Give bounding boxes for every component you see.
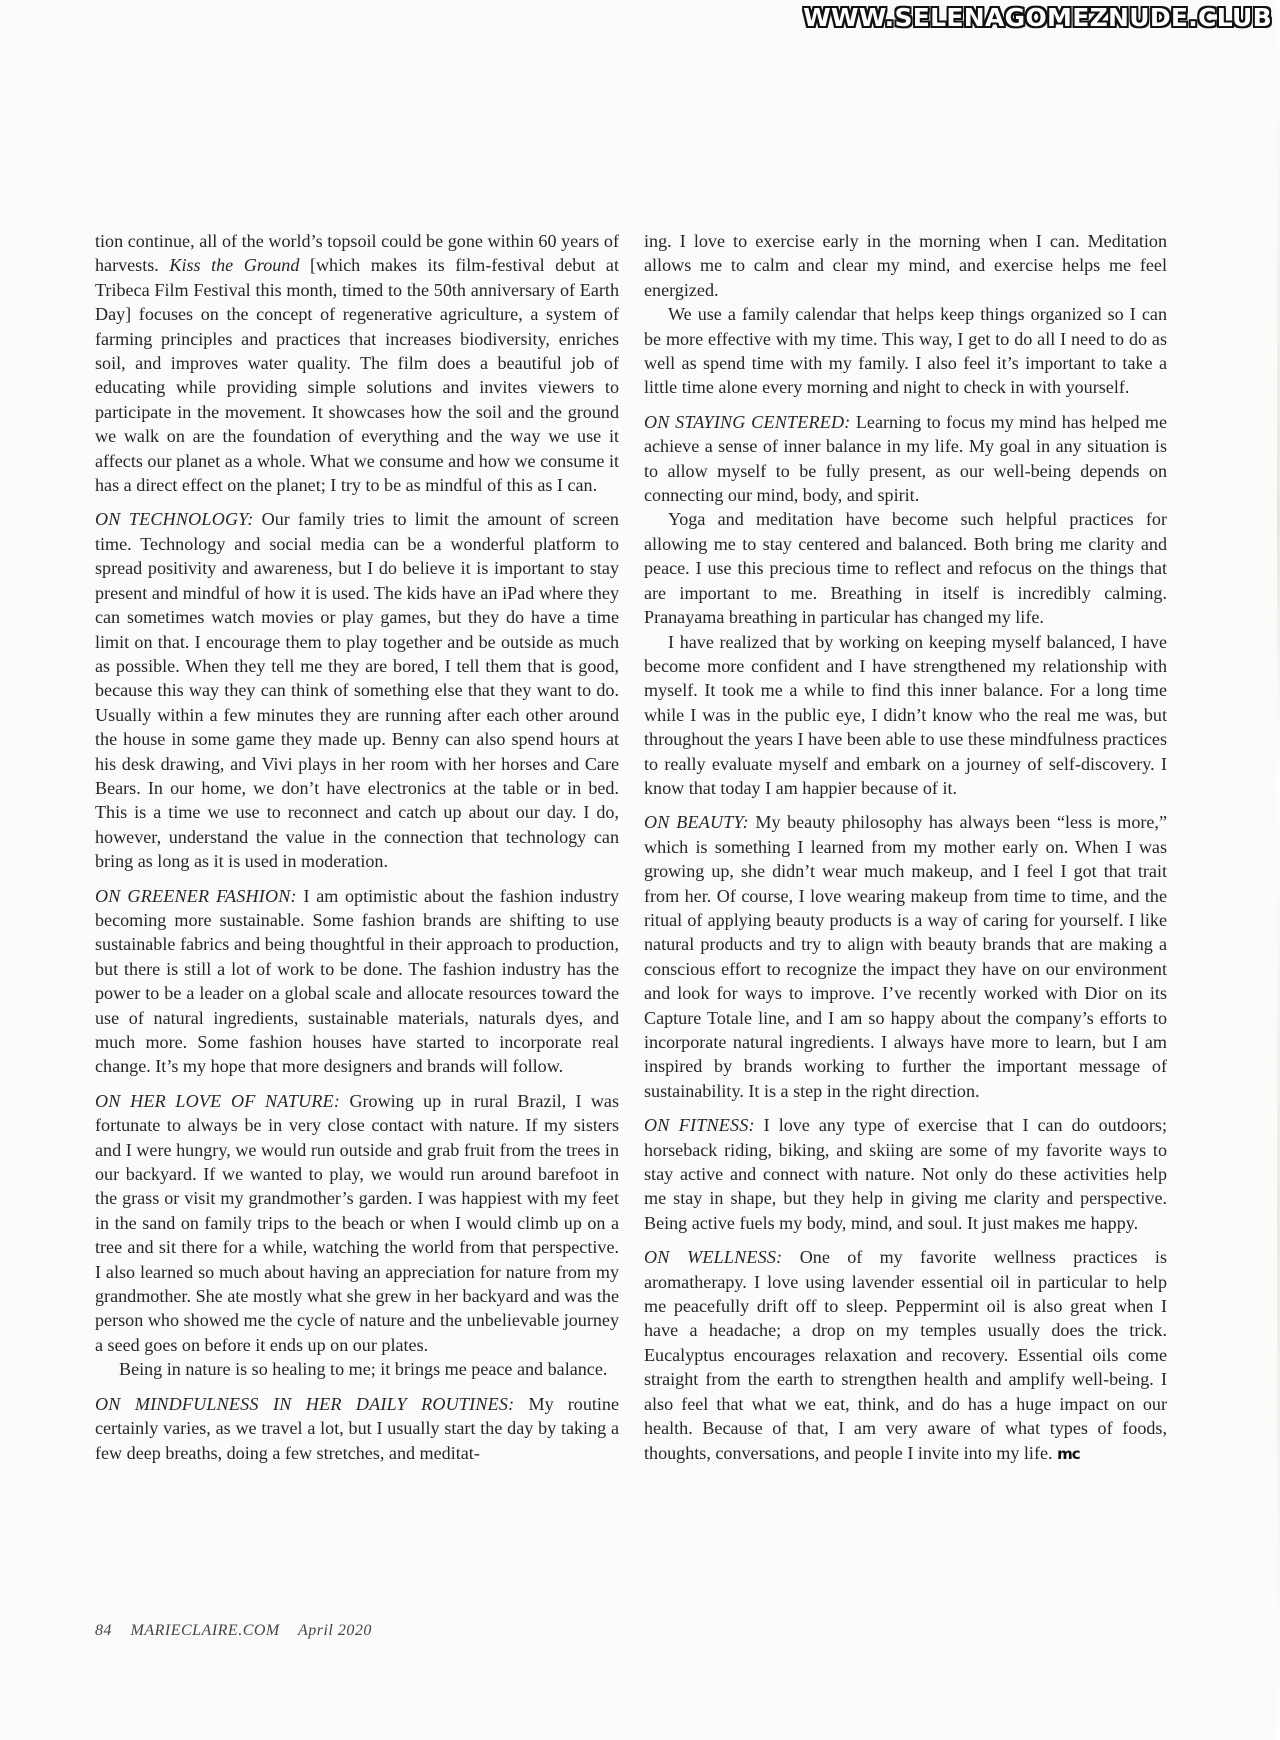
paragraph-balance: I have realized that by working on keeping myself balanced, I have become more confident and I have strengthened my relationship with myself. It took me a while to find this inner balance. For a long time while I was in the public eye, I didn’t know who the real me was, but throughout the years I have been able to use these mindfulness practices to really evaluate myself and embark on a journey of self-discovery. I know that today I am happier because of it.: [644, 631, 1167, 798]
section-kicker: ON BEAUTY:: [644, 812, 749, 833]
section-beauty: [644, 810, 1167, 1103]
section-mindfulness: [95, 1392, 619, 1465]
footer-site: MARIECLAIRE.COM: [130, 1622, 280, 1639]
paragraph-text: tion continue, all of the world’s topsoil could be gone within 60 years of harvests.: [95, 231, 619, 276]
paragraph-yoga: Yoga and meditation have become such helpful practices for allowing me to stay centered and balanced. Both bring me clarity and peace. I use this precious time to reflect and refocus on the things that are important to me. Breathing in itself is incredibly calming. Pranayama breathing in particular has changed my life.: [644, 509, 1167, 628]
section-wellness: [644, 1245, 1167, 1466]
section-kicker: ON FITNESS:: [644, 1115, 755, 1136]
section-love-of-nature: [95, 1089, 619, 1357]
section-text: Growing up in rural Brazil, I was fortunate to always be in very close contact with nature. If my sisters and I were hungry, we would run outside and grab fruit from the trees in our backyard. If we wanted to play, we would run around barefoot in the grass or visit my grandmother’s garden. I was happiest with my feet in the sand on family trips to the beach or when I would climb up on a tree and sit there for a while, watching the world from that perspective. I also learned so much about having an appreciation for nature from my grandmother. She ate mostly what she grew in her backyard and was the person who showed me the cycle of nature and the unbelievable journey a seed goes on before it ends up on our plates.: [95, 1090, 619, 1355]
mc-end-mark-icon: mc: [1057, 1444, 1080, 1463]
section-technology: [95, 507, 619, 873]
section-greener-fashion: [95, 884, 619, 1079]
section-text: My beauty philosophy has always been “less is more,” which is something I learned from my mother early on. When I was growing up, she didn’t wear much makeup, and I feel I got that trait from her. Of course, I love wearing makeup from time to time, and the ritual of applying beauty products is a way of caring for yourself. I like natural products and try to align with beauty brands that are making a conscious effort to recognize the impact they have on our environment and look for ways to improve. I’ve recently worked with Dior on its Capture Totale line, and I am so happy about the company’s efforts to incorporate natural ingredients. I always have more to learn, but I am inspired by brands working to further the important message of sustainability. It is a step in the right direction.: [644, 812, 1167, 1101]
paragraph-meditation: ing. I love to exercise early in the morning when I can. Meditation allows me to calm and clear my mind, and exercise helps me feel energized.: [644, 231, 1167, 300]
left-column: [95, 229, 619, 1475]
section-kicker: ON WELLNESS:: [644, 1247, 783, 1268]
section-kicker: ON STAYING CENTERED:: [644, 411, 851, 432]
paragraph-topsoil: [95, 229, 619, 497]
section-kicker: ON HER LOVE OF NATURE:: [95, 1090, 341, 1111]
page-footer: [95, 1622, 386, 1640]
paragraph-nature-healing: Being in nature is so healing to me; it brings me peace and balance.: [119, 1359, 608, 1380]
section-kicker: ON GREENER FASHION:: [95, 885, 297, 906]
section-staying-centered: [644, 410, 1167, 508]
film-title: Kiss the Ground: [169, 255, 300, 276]
section-text: I love any type of exercise that I can do outdoors; horseback riding, biking, and skiing are some of my favorite ways to stay active and connect with nature. Not only do these activities help me stay in shape, but they help in giving me clarity and perspective. Being active fuels my body, mind, and soul. It just makes me happy.: [644, 1115, 1167, 1233]
section-text: My routine certainly varies, as we travel a lot, but I usually start the day by taking a few deep breaths, doing a few stretches, and meditat-: [95, 1393, 620, 1463]
section-text: Learning to focus my mind has helped me achieve a sense of inner balance in my life. My goal in any situation is to allow myself to be fully present, as our well-being depends on connecting our mind, body, and spirit.: [644, 411, 1168, 506]
section-kicker: ON MINDFULNESS IN HER DAILY ROUTINES:: [95, 1393, 515, 1414]
paragraph-family-calendar: We use a family calendar that helps keep things organized so I can be more effective with my time. This way, I get to do all I need to do as well as spend time with my family. I also feel it’s important to take a little time alone every morning and night to check in with yourself.: [644, 304, 1167, 398]
watermark: WWW.SELENAGOMEZNUDE.CLUB: [803, 3, 1272, 32]
section-text: I am optimistic about the fashion industry becoming more sustainable. Some fashion brands are shifting to use sustainable fabrics and being thoughtful in their approach to production, but there is still a lot of work to be done. The fashion industry has the power to be a leader on a global scale and allocate resources toward the use of natural ingredients, sustainable materials, naturals dyes, and much more. Some fashion houses have started to incorporate real change. It’s my hope that more designers and brands will follow.: [95, 885, 620, 1077]
right-column: [644, 229, 1167, 1476]
section-fitness: [644, 1113, 1167, 1235]
section-text: Our family tries to limit the amount of screen time. Technology and social media can be a wonderful platform to spread positivity and awareness, but I do believe it is important to stay present and mindful of how it is used. The kids have an iPad where they can sometimes watch movies or play games, but they do have a time limit on that. I encourage them to play together and be outside as much as possible. When they tell me they are bored, I tell them that is good, because this way they can think of something else that they want to do. Usually within a few minutes they are running after each other around the house in some game they made up. Benny can also spend hours at his desk drawing, and Vivi plays in her room with her horses and Care Bears. In our home, we don’t have electronics at the table or in bed. This is a time we use to reconnect and catch up about our day. I do, however, understand the value in the connection that technology can bring as long as it is used in moderation.: [95, 509, 619, 872]
page-number: 84: [95, 1622, 112, 1639]
footer-issue: April 2020: [297, 1622, 372, 1639]
paragraph-text: [which makes its film-festival debut at Tribeca Film Festival this month, timed to the 50th anniversary of Earth Day] focuses on the concept of regenerative agriculture, a system of farming principles and practices that increases biodiversity, enriches soil, and improves water quality. The film does a beautiful job of educating while providing simple solutions and invites viewers to participate in the movement. It showcases how the soil and the ground we walk on are the foundation of everything and the way we use it affects our planet as a whole. What we consume and how we consume it has a direct effect on the planet; I try to be as mindful of this as I can.: [95, 255, 619, 496]
section-kicker: ON TECHNOLOGY:: [95, 509, 254, 530]
section-text: One of my favorite wellness practices is aromatherapy. I love using lavender essential oil in particular to help me peacefully drift off to sleep. Peppermint oil is also great when I have a headache; a drop on my temples usually does the trick. Eucalyptus encourages relaxation and recovery. Essential oils come straight from the earth to strengthen health and amplify well-being. I also feel that what we eat, think, and do has a huge impact on our health. Because of that, I am very aware of what types of foods, thoughts, conversations, and people I invite into my life.: [644, 1247, 1167, 1463]
